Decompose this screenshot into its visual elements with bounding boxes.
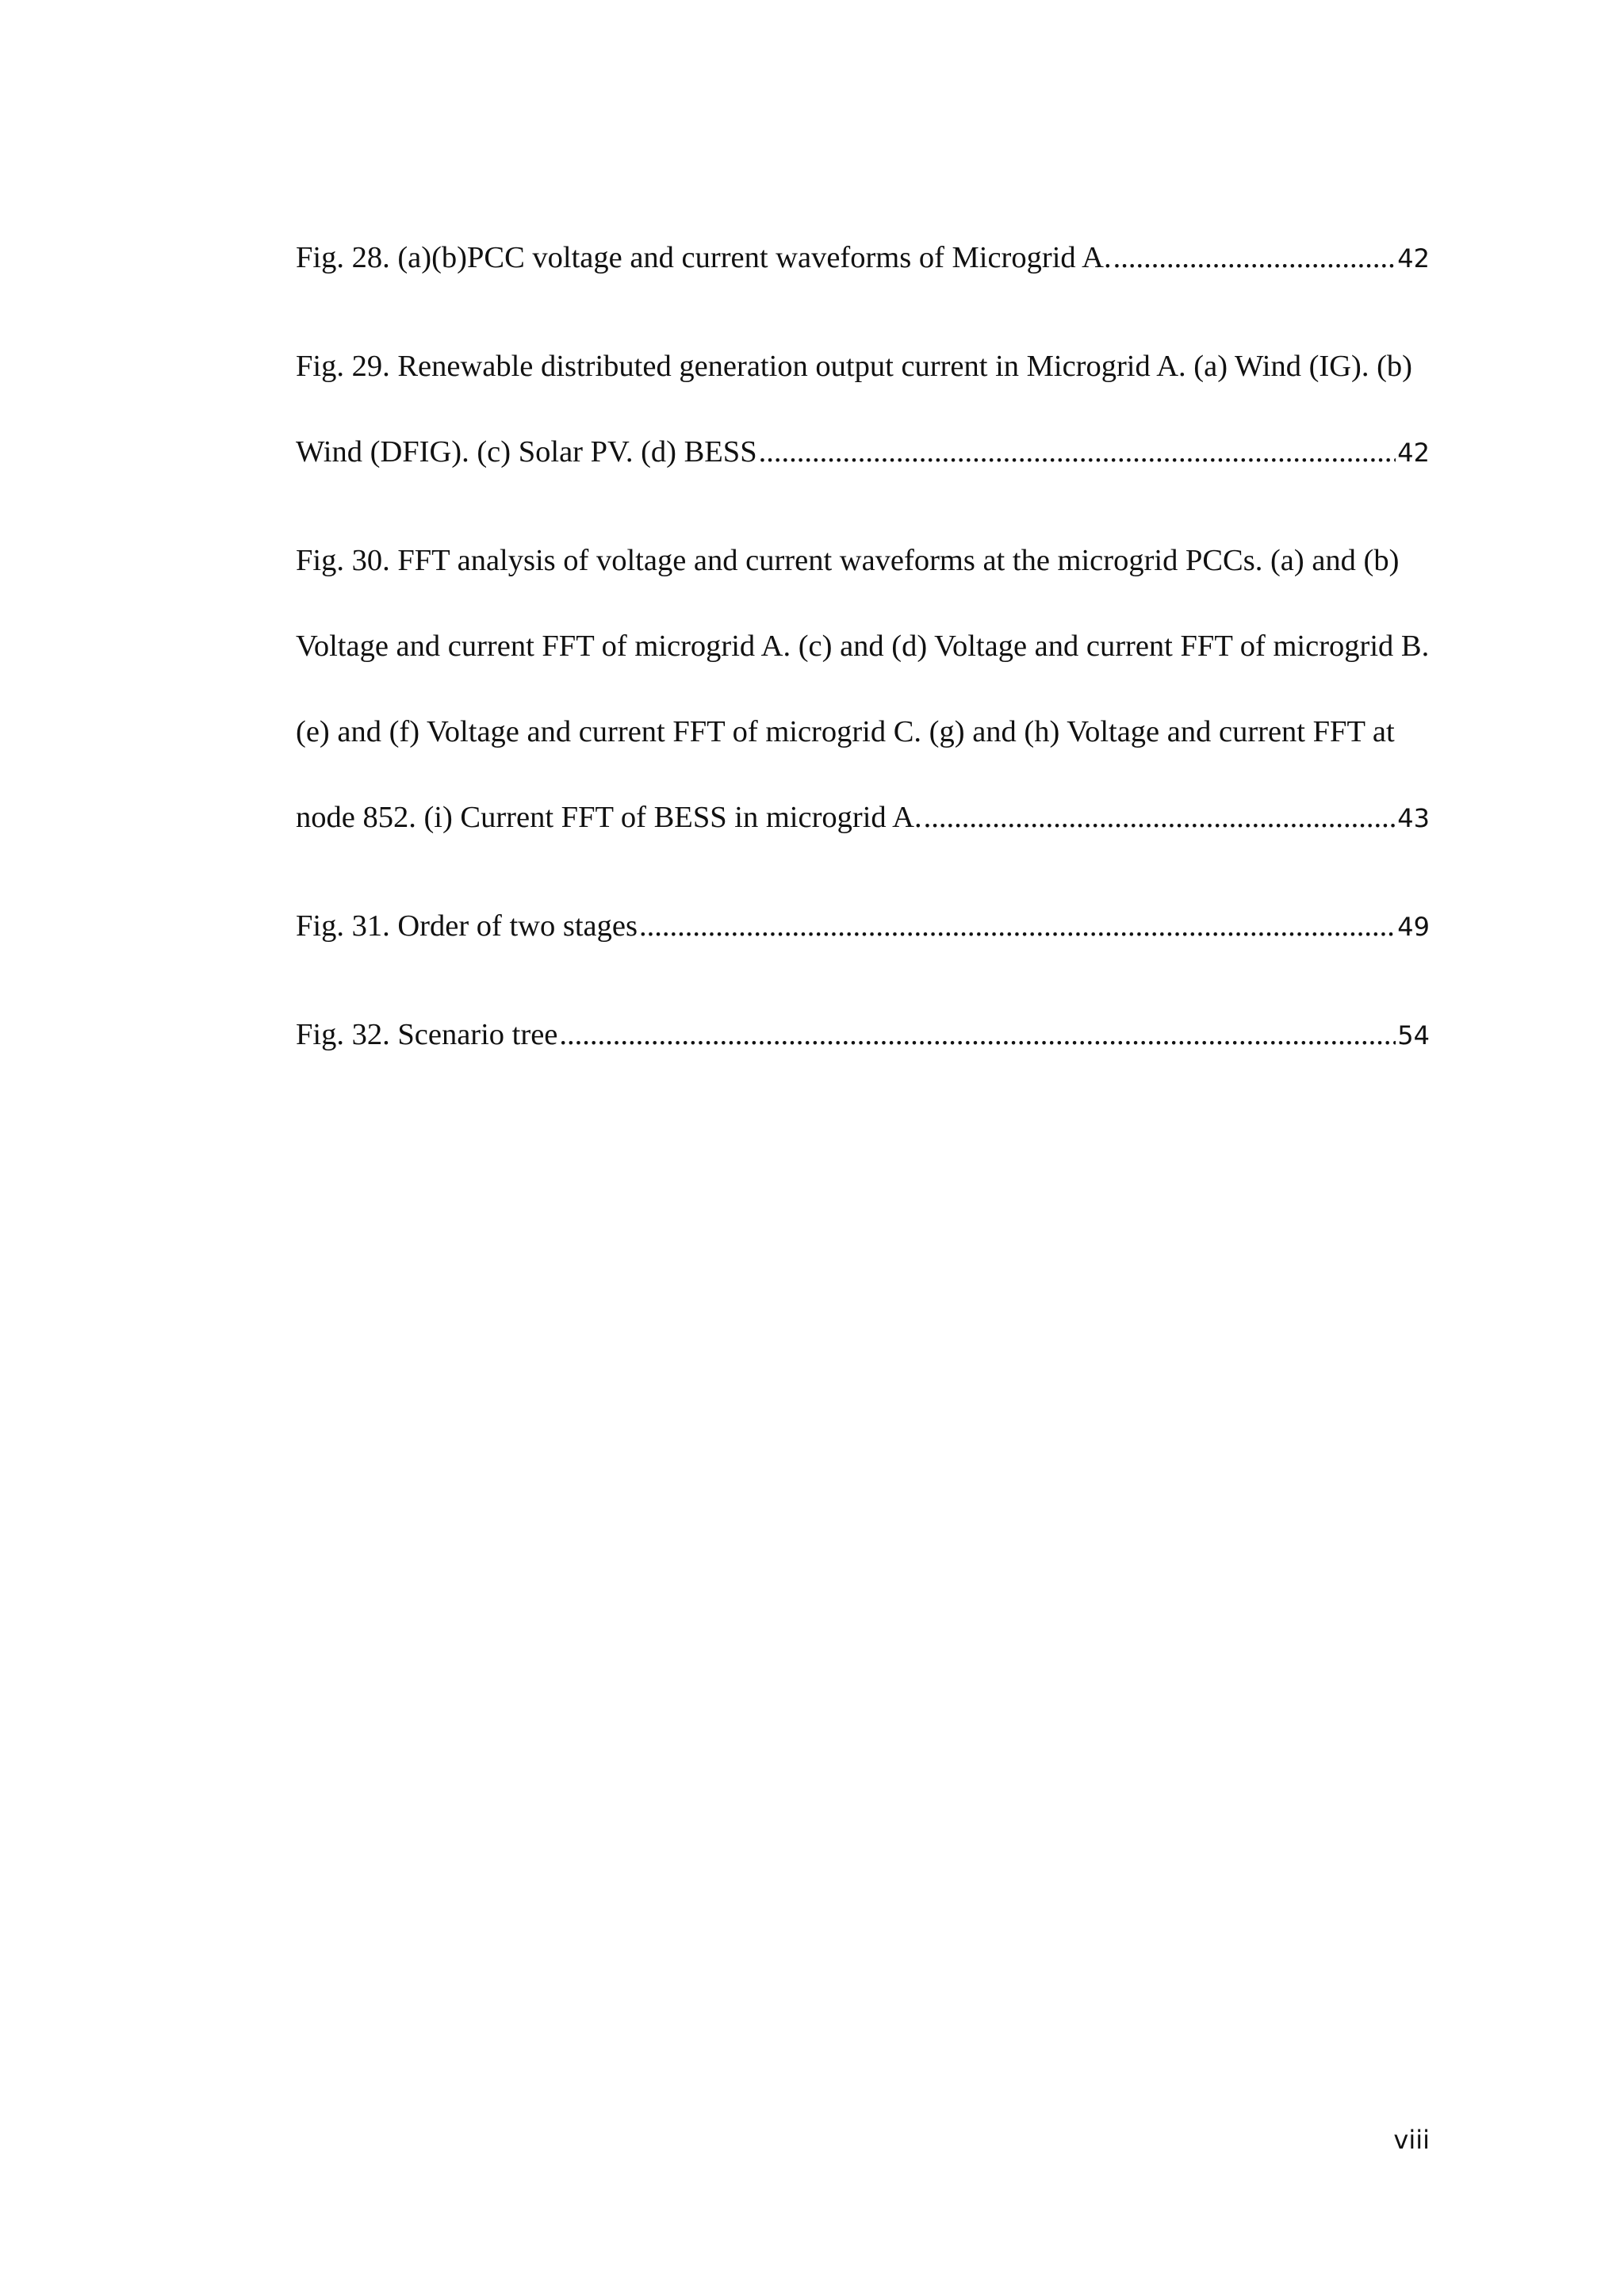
toc-entry-last-line [296, 409, 1430, 496]
list-of-figures [296, 215, 1430, 1100]
toc-entry-text: Fig. 28. (a)(b)PCC voltage and current waveforms of Microgrid A. [296, 241, 1112, 274]
page-number: viii [1393, 2125, 1430, 2155]
toc-page-number: 42 [1397, 243, 1430, 274]
dot-leader [759, 409, 1396, 495]
toc-entry-text-line: Fig. 30. FFT analysis of voltage and current waveforms at the microgrid PCCs. (a) and (b) [296, 544, 1400, 577]
dot-leader [559, 992, 1396, 1077]
toc-entry-text-line: Voltage and current FFT of microgrid A. (c) and (d) Voltage and current FFT of microgrid B. [296, 629, 1430, 663]
toc-entry-text: Wind (DFIG). (c) Solar PV. (d) BESS [296, 435, 757, 469]
toc-entry-last-line [296, 775, 1430, 861]
toc-entry-last-line [296, 992, 1430, 1078]
toc-entry-text-line: Fig. 29. Renewable distributed generation output current in Microgrid A. (a) Wind (IG). (b) [296, 350, 1412, 383]
toc-page-number: 43 [1397, 803, 1430, 833]
toc-entry-text-line: (e) and (f) Voltage and current FFT of microgrid C. (g) and (h) Voltage and current FFT at [296, 715, 1395, 748]
toc-page-number: 54 [1397, 1020, 1430, 1050]
toc-entry-text: node 852. (i) Current FFT of BESS in microgrid A. [296, 801, 922, 834]
toc-entry-text: Fig. 31. Order of two stages [296, 909, 638, 943]
dot-leader [639, 883, 1396, 969]
toc-entry-fig-32[interactable] [296, 992, 1430, 1078]
dot-leader [924, 775, 1396, 860]
toc-page-number: 42 [1397, 438, 1430, 468]
toc-entry-text: Fig. 32. Scenario tree [296, 1018, 558, 1051]
toc-entry-fig-31[interactable] [296, 883, 1430, 970]
dot-leader [1113, 215, 1396, 300]
toc-entry-last-line [296, 215, 1430, 301]
toc-entry-last-line [296, 883, 1430, 970]
toc-page-number: 49 [1397, 912, 1430, 942]
toc-entry-fig-29[interactable] [296, 323, 1430, 496]
toc-entry-fig-30[interactable] [296, 518, 1430, 861]
toc-entry-fig-28[interactable] [296, 215, 1430, 301]
